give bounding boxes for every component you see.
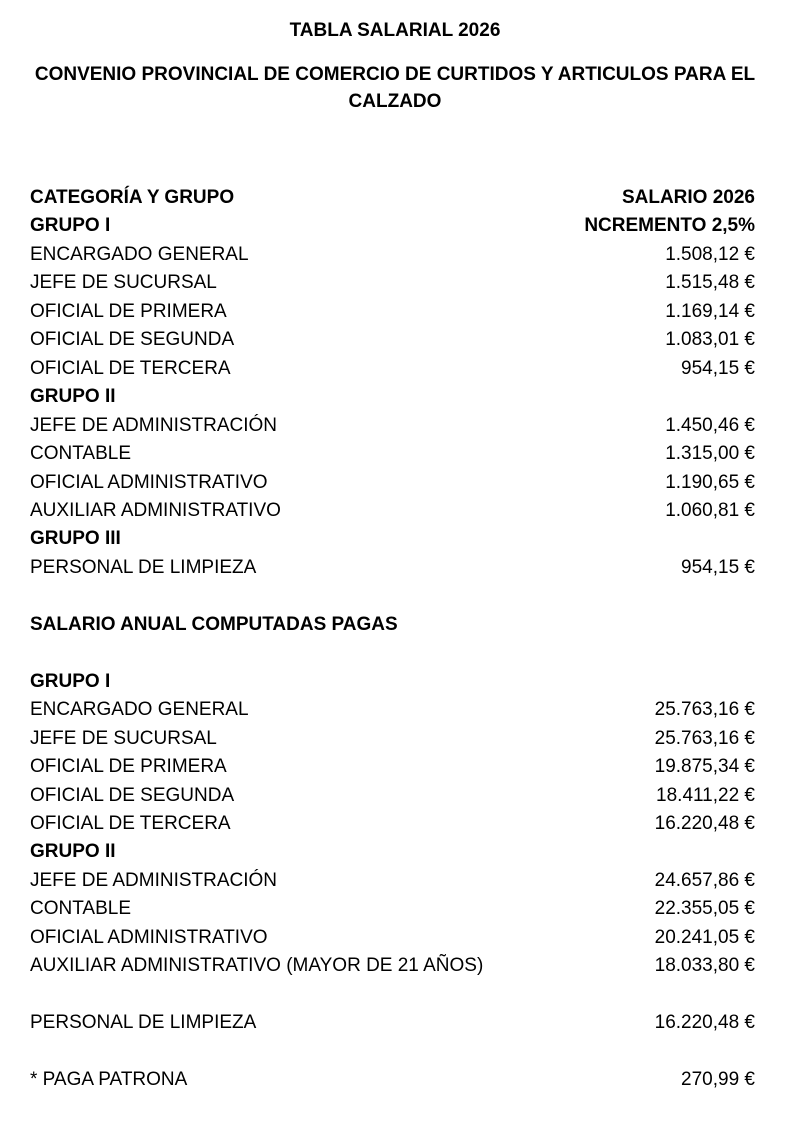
table-header-row [30, 184, 755, 212]
salary-row [30, 269, 755, 297]
row-label: JEFE DE ADMINISTRACIÓN [30, 414, 278, 436]
row-label: OFICIAL DE TERCERA [30, 357, 231, 379]
row-value: 1.083,01 € [665, 329, 755, 351]
row-label: OFICIAL DE TERCERA [30, 812, 231, 834]
document-title: TABLA SALARIAL 2026 [289, 20, 501, 41]
row-label: AUXILIAR ADMINISTRATIVO [30, 499, 281, 521]
row-value: 1.060,81 € [665, 499, 755, 521]
spacer-row [30, 582, 755, 610]
section-heading-row [30, 611, 755, 639]
row-value: 16.220,48 € [654, 812, 755, 834]
salary-row [30, 725, 755, 753]
row-value: 954,15 € [681, 357, 755, 379]
row-value: 1.515,48 € [665, 272, 755, 294]
row-label: JEFE DE ADMINISTRACIÓN [30, 869, 278, 891]
document-subtitle-line2: CALZADO [348, 91, 442, 112]
row-label: JEFE DE SUCURSAL [30, 272, 217, 294]
row-label: PERSONAL DE LIMPIEZA [30, 1012, 257, 1034]
salary-row [30, 924, 755, 952]
group-header-row [30, 383, 755, 411]
document-subtitle-line1: CONVENIO PROVINCIAL DE COMERCIO DE CURTIDOS Y ARTICULOS PARA EL [34, 64, 756, 85]
row-value: 25.763,16 € [654, 727, 755, 749]
row-label: OFICIAL DE SEGUNDA [30, 784, 235, 806]
salary-row [30, 326, 755, 354]
group-label: GRUPO I [30, 670, 111, 692]
salary-row [30, 782, 755, 810]
group-label: GRUPO II [30, 386, 116, 408]
salary-row [30, 241, 755, 269]
row-value: 1.508,12 € [665, 243, 755, 265]
row-value: 22.355,05 € [654, 898, 755, 920]
row-label: CONTABLE [30, 898, 132, 920]
row-value: 20.241,05 € [654, 926, 755, 948]
salary-row [30, 1009, 755, 1037]
row-label: * PAGA PATRONA [30, 1069, 188, 1091]
row-label: CONTABLE [30, 443, 132, 465]
spacer-row [30, 1038, 755, 1066]
row-label: ENCARGADO GENERAL [30, 243, 249, 265]
row-value: 270,99 € [681, 1069, 755, 1091]
row-value: 16.220,48 € [654, 1012, 755, 1034]
group-i-label: GRUPO I [30, 215, 111, 237]
row-value: 1.169,14 € [665, 300, 755, 322]
table-subheader-row [30, 212, 755, 240]
salary-row [30, 696, 755, 724]
salary-row [30, 440, 755, 468]
salary-row [30, 497, 755, 525]
annual-section-heading: SALARIO ANUAL COMPUTADAS PAGAS [30, 613, 398, 635]
spacer-row [30, 639, 755, 667]
salary-row [30, 753, 755, 781]
salary-table [30, 184, 755, 1095]
column-header-category: CATEGORÍA Y GRUPO [30, 187, 235, 208]
row-value: 19.875,34 € [654, 756, 755, 778]
row-label: JEFE DE SUCURSAL [30, 727, 217, 749]
salary-row [30, 355, 755, 383]
row-value: 25.763,16 € [654, 699, 755, 721]
group-header-row [30, 525, 755, 553]
spacer-row [30, 981, 755, 1009]
column-header-salary: SALARIO 2026 [621, 187, 755, 208]
document-subtitle [0, 61, 790, 115]
increment-label: NCREMENTO 2,5% [584, 215, 755, 237]
salary-row [30, 895, 755, 923]
row-label: ENCARGADO GENERAL [30, 699, 249, 721]
salary-row [30, 867, 755, 895]
group-header-row [30, 668, 755, 696]
document-page [0, 20, 790, 1095]
row-value: 18.033,80 € [654, 955, 755, 977]
row-label: PERSONAL DE LIMPIEZA [30, 556, 257, 578]
row-value: 1.450,46 € [665, 414, 755, 436]
row-value: 954,15 € [681, 556, 755, 578]
row-label: OFICIAL DE PRIMERA [30, 756, 227, 778]
row-value: 24.657,86 € [654, 869, 755, 891]
salary-row [30, 298, 755, 326]
row-value: 18.411,22 € [656, 784, 755, 806]
row-label: OFICIAL ADMINISTRATIVO [30, 471, 268, 493]
row-value: 1.315,00 € [665, 443, 755, 465]
salary-row [30, 952, 755, 980]
row-label: OFICIAL DE SEGUNDA [30, 329, 235, 351]
salary-row [30, 469, 755, 497]
row-label: OFICIAL DE PRIMERA [30, 300, 227, 322]
group-header-row [30, 838, 755, 866]
salary-row [30, 810, 755, 838]
salary-row [30, 554, 755, 582]
group-label: GRUPO III [30, 528, 121, 550]
salary-row [30, 412, 755, 440]
group-label: GRUPO II [30, 841, 116, 863]
row-label: OFICIAL ADMINISTRATIVO [30, 926, 268, 948]
row-label: AUXILIAR ADMINISTRATIVO (MAYOR DE 21 AÑOS) [30, 955, 484, 977]
row-value: 1.190,65 € [665, 471, 755, 493]
paga-patrona-row [30, 1066, 755, 1094]
